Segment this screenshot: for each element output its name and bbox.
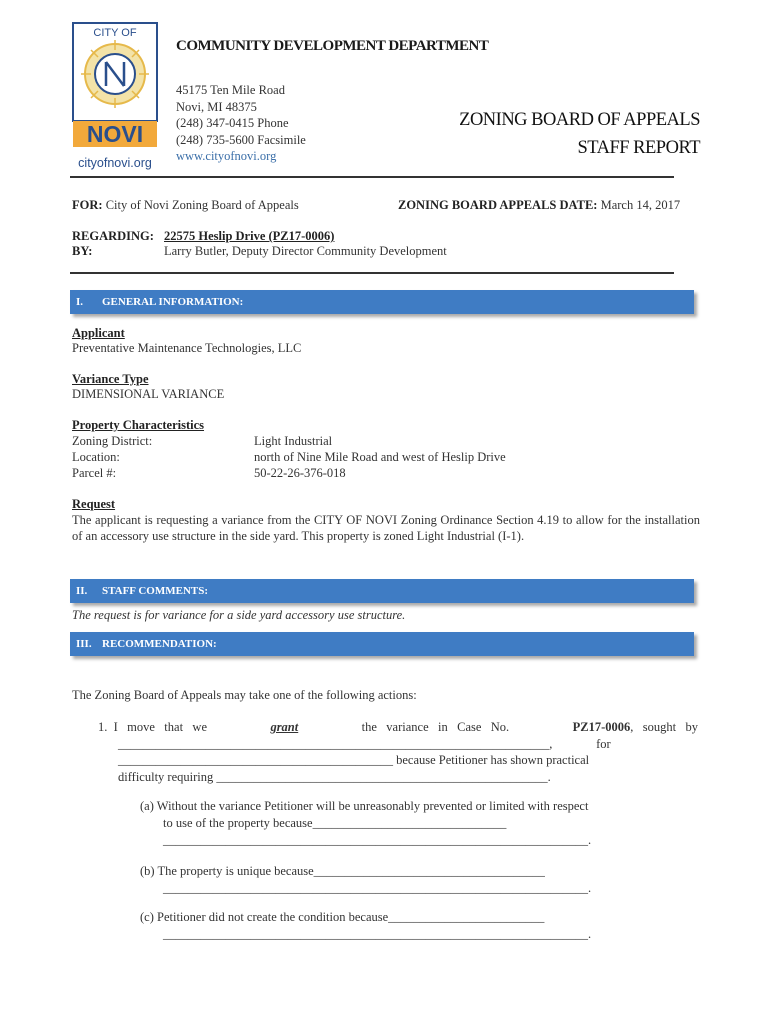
meta-divider [70,272,674,274]
parcel-value: 50-22-26-376-018 [254,466,346,480]
motion-line-3: ____________________________________________ because Petitioner has shown practical [118,753,590,767]
logo-brand: NOVI [86,121,144,147]
regarding-label-col [72,229,154,259]
variance-type-value: DIMENSIONAL VARIANCE [72,387,225,401]
fax-number: (248) 735-5600 Facsimile [176,132,306,147]
condition-a [140,798,700,849]
report-title [400,106,700,162]
variance-type-label: Variance Type [72,372,149,386]
motion-item-1 [98,719,698,785]
parcel-key: Parcel #: [72,466,117,480]
section-number: I. [76,296,84,308]
by-value: Larry Butler, Deputy Director Community Development [164,244,447,258]
motion-case-number: PZ17-0006 [572,720,631,734]
city-logo [72,22,158,172]
date-label: ZONING BOARD APPEALS DATE: [398,198,598,212]
for-label: FOR: [72,198,103,212]
condition-b [140,863,700,897]
address-line-2: Novi, MI 48375 [176,99,257,114]
location-key: Location: [72,450,120,464]
property-characteristics-label: Property Characteristics [72,418,205,432]
applicant-value: Preventative Maintenance Technologies, LLC [72,341,302,355]
date-value: March 14, 2017 [600,198,681,212]
header-divider [70,176,674,178]
by-label: BY: [72,244,93,258]
regarding-value-col [164,229,447,259]
condition-a-line-2: to use of the property because_______________________________ [163,816,507,830]
zoning-district-key: Zoning District: [72,434,153,448]
website-link[interactable]: www.cityofnovi.org [176,149,277,163]
date-row [398,198,680,213]
staff-comment: The request is for variance for a side yard accessory use structure. [72,608,406,622]
logo-url: cityofnovi.org [78,156,152,170]
motion-line-4: difficulty requiring _____________________________________________________. [118,769,551,784]
location-value: north of Nine Mile Road and west of Heslip Drive [254,450,506,464]
property-table [72,433,702,481]
condition-c-line-2: ____________________________________________________________________. [163,927,592,941]
regarding-value: 22575 Heslip Drive (PZ17-0006) [164,229,335,243]
section-general-header [70,290,694,314]
motion-text-a: 1. I move that we [98,720,208,734]
condition-c [140,909,700,943]
motion-line-1 [98,719,698,736]
for-row [72,198,299,213]
section-number: II. [76,585,88,597]
condition-c-line-1: (c) Petitioner did not create the condition because_________________________ [140,910,545,924]
motion-grant: grant [270,720,299,734]
department-name: COMMUNITY DEVELOPMENT DEPARTMENT [176,38,489,54]
department-address [176,82,306,165]
section-recommendation-header [70,632,694,656]
recommendation-intro: The Zoning Board of Appeals may take one of the following actions: [72,688,417,702]
condition-a-line-1: (a) Without the variance Petitioner will be unreasonably prevented or limited with respect [140,799,589,813]
motion-text-c: , sought by [630,720,698,734]
address-line-1: 45175 Ten Mile Road [176,83,285,97]
section-title: GENERAL INFORMATION: [102,296,244,308]
request-label: Request [72,497,116,511]
logo-top-text: CITY OF [93,27,137,39]
regarding-label: REGARDING: [72,229,154,243]
section-title: STAFF COMMENTS: [102,585,209,597]
zoning-district-value: Light Industrial [254,434,333,448]
section-staff-header [70,579,694,603]
applicant-label: Applicant [72,326,125,340]
phone-number: (248) 347-0415 Phone [176,116,289,130]
report-title-line-1: ZONING BOARD OF APPEALS [459,110,700,130]
motion-line-2: _____________________________________________________________________, for [118,736,611,751]
motion-text-b: the variance in Case No. [361,720,510,734]
request-text: The applicant is requesting a variance from the CITY OF NOVI Zoning Ordinance Section 4.19 to allow for the installation of an accessory use structure in the side yard. This property is zoned Light Industrial (I-1). [72,513,700,543]
condition-b-line-2: ____________________________________________________________________. [163,881,592,895]
condition-b-line-1: (b) The property is unique because_____________________________________ [140,864,545,878]
general-info [72,326,702,544]
condition-a-line-3: ____________________________________________________________________. [163,833,592,847]
for-value: City of Novi Zoning Board of Appeals [105,198,299,212]
section-number: III. [76,638,92,650]
section-title: RECOMMENDATION: [102,638,217,650]
report-title-line-2: STAFF REPORT [577,138,700,158]
